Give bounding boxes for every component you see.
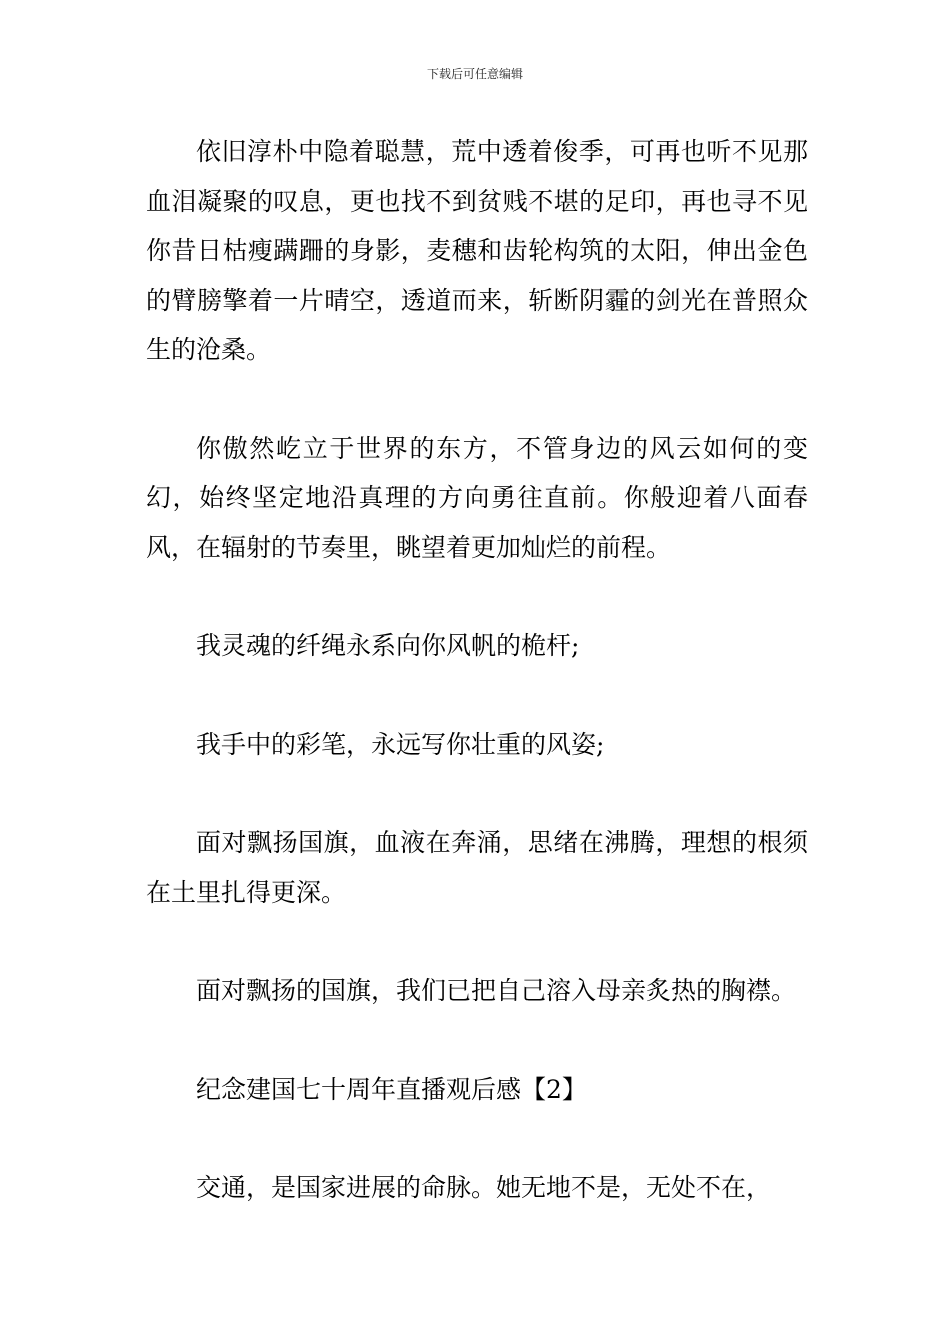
paragraph-spacer (146, 769, 808, 818)
paragraph-6: 面对飘扬的国旗，我们已把自己溶入母亲炙热的胸襟。 (196, 976, 797, 1005)
page-header-note: 下载后可任意编辑 (426, 67, 523, 81)
paragraph-spacer (146, 671, 808, 720)
document-body (146, 127, 808, 1213)
paragraph-4: 我手中的彩笔，永远写你壮重的风姿; (196, 729, 605, 759)
paragraph-spacer (146, 1016, 808, 1065)
paragraph-3: 我灵魂的纤绳永系向你风帆的桅杆; (196, 631, 580, 660)
paragraph-spacer (146, 1114, 808, 1163)
paragraph-1: 依旧淳朴中隐着聪慧，荒中透着俊季，可再也听不见那血泪凝聚的叹息，更也找不到贫贱不堪的足印，再也寻不见你昔日枯瘦蹒跚的身影，麦穗和齿轮构筑的太阳，伸出金色的臂膀擎着一片晴空，透道而来，斩断阴霾的剑光在普照众生的沧桑。 (146, 137, 808, 364)
paragraph-2: 你傲然屹立于世界的东方，不管身边的风云如何的变幻，始终坚定地沿真理的方向勇往直前。你般迎着八面春风，在辐射的节奏里，眺望着更加灿烂的前程。 (146, 433, 808, 562)
section-heading: 纪念建国七十周年直播观后感【2】 (196, 1074, 587, 1104)
paragraph-7: 交通，是国家进展的命脉。她无地不是，无处不在， (196, 1173, 772, 1202)
paragraph-5: 面对飘扬国旗，血液在奔涌，思绪在沸腾，理想的根须在土里扎得更深。 (146, 828, 808, 907)
paragraph-spacer (146, 572, 808, 621)
paragraph-spacer (146, 917, 808, 966)
paragraph-spacer (146, 375, 808, 424)
